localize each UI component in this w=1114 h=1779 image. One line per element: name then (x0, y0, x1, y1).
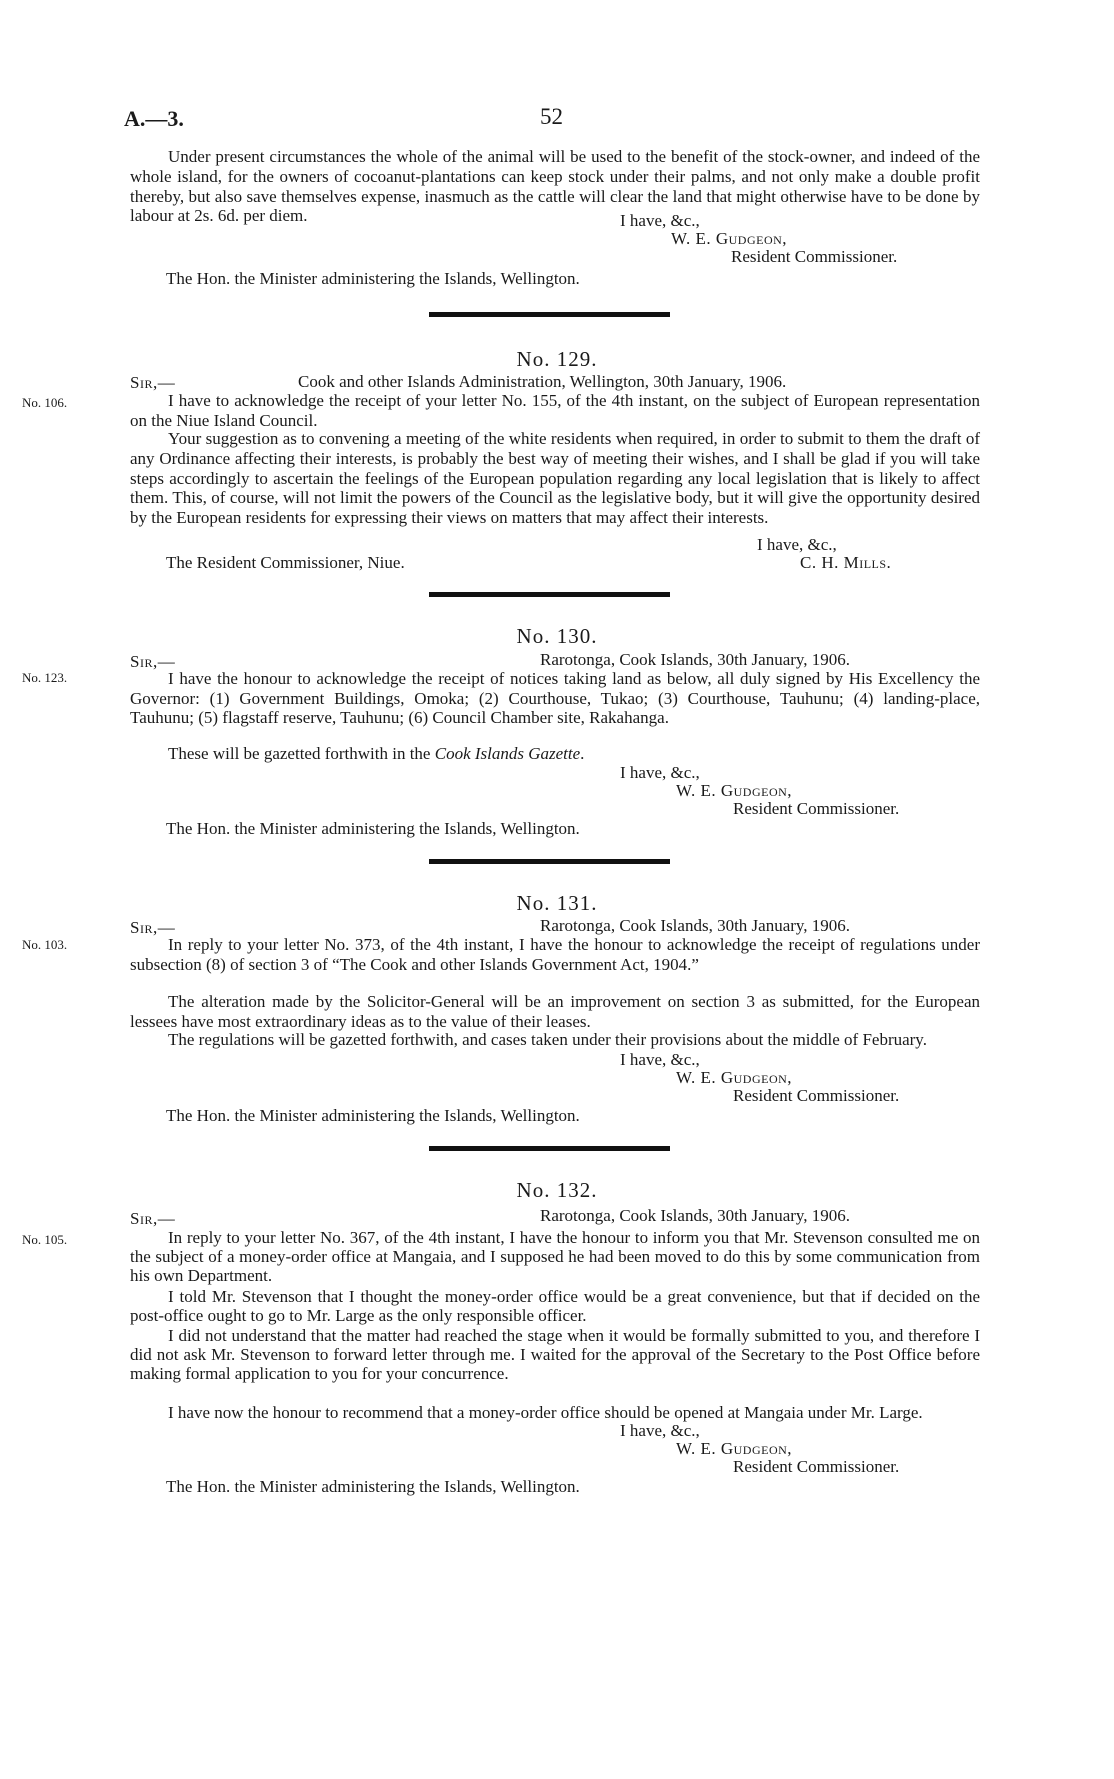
letter-signer: C. H. Mills. (800, 553, 892, 572)
parliamentary-paper-ref: A.—3. (124, 106, 184, 131)
dateline: Rarotonga, Cook Islands, 30th January, 1906. (540, 1206, 851, 1225)
letter-paragraph: In reply to your letter No. 373, of the 4th instant, I have the honour to acknowledge the receipt of regulations under subsection (8) of section 3 of “The Cook and other Islands Government Act, 1904.” (130, 935, 980, 974)
letter-paragraph: I have the honour to acknowledge the receipt of notices taking land as below, all duly signed by His Excellency the Governor: (1) Government Buildings, Omoka; (2) Courthouse, Tukao; (3) Courthouse, Tauhunu; (4) landing-place, Tauhunu; (5) flagstaff reserve, Tauhunu; (6) Council Chamber site, Rakahanga. (130, 669, 980, 727)
letter-close: I have, &c., (620, 1421, 700, 1440)
gazette-title: Cook Islands Gazette (434, 744, 581, 763)
letter-close: I have, &c., (757, 535, 837, 554)
letter-paragraph: I told Mr. Stevenson that I thought the money-order office would be a great convenience, but that if decided on the post-office ought to go to Mr. Large as the only responsible officer. (130, 1287, 980, 1325)
section-divider (429, 1146, 670, 1151)
section-divider (429, 312, 670, 317)
margin-reference: No. 103. (22, 937, 68, 952)
dateline: Cook and other Islands Administration, Wellington, 30th January, 1906. (298, 372, 787, 391)
dateline: Rarotonga, Cook Islands, 30th January, 1906. (540, 650, 851, 669)
letter-paragraph: In reply to your letter No. 367, of the 4th instant, I have the honour to inform you that Mr. Stevenson consulted me on the subject of a money-order office at Mangaia, and I supposed he had been moved to do this by some communication from his own Department. (130, 1228, 980, 1285)
gazette-text: These will be gazetted forthwith in the (168, 744, 431, 763)
letter-signer-title: Resident Commissioner. (733, 1086, 900, 1105)
letter-paragraph: I did not understand that the matter had reached the stage when it would be formally submitted to you, and therefore I did not ask Mr. Stevenson to forward letter through me. I waited for the approval of the Secretary to the Post Office before making formal application to you for your concurrence. (130, 1326, 980, 1383)
margin-reference: No. 105. (22, 1232, 68, 1247)
gazette-note (168, 744, 584, 764)
salutation: Sir,— (130, 373, 176, 392)
salutation: Sir,— (130, 652, 176, 671)
letter-paragraph: The regulations will be gazetted forthwith, and cases taken under their provisions about the middle of February. (168, 1030, 927, 1049)
letter-addressee: The Hon. the Minister administering the Islands, Wellington. (166, 819, 580, 838)
section-divider (429, 592, 670, 597)
letter-signer: W. E. Gudgeon, (676, 1439, 793, 1458)
letter-close: I have, &c., (620, 1050, 700, 1069)
letter-paragraph: I have to acknowledge the receipt of your letter No. 155, of the 4th instant, on the subject of European representation on the Niue Island Council. (130, 391, 980, 430)
intro-signer-title: Resident Commissioner. (731, 247, 898, 266)
letter-signer: W. E. Gudgeon, (676, 1068, 793, 1087)
letter-signer-title: Resident Commissioner. (733, 1457, 900, 1476)
section-divider (429, 859, 670, 864)
letter-addressee: The Hon. the Minister administering the Islands, Wellington. (166, 1477, 580, 1496)
letter-signer: W. E. Gudgeon, (676, 781, 793, 800)
letter-paragraph: I have now the honour to recommend that a money-order office should be opened at Mangaia under Mr. Large. (168, 1403, 923, 1422)
letter-number: No. 129. (516, 347, 598, 371)
letter-signer-title: Resident Commissioner. (733, 799, 900, 818)
letter-paragraph: Your suggestion as to convening a meeting of the white residents when required, in order to submit to them the draft of any Ordinance affecting their interests, is probably the best way of meeting their wishes, and I shall be glad if you will take steps accordingly to ascertain the feelings of the European population regarding any local legislation that is likely to affect them. This, of course, will not limit the powers of the Council as the legislative body, but it will give the opportunity desired by the European residents for expressing their views on matters that may affect their interests. (130, 429, 980, 528)
letter-addressee: The Resident Commissioner, Niue. (166, 553, 405, 572)
letter-number: No. 130. (516, 624, 598, 648)
intro-signer: W. E. Gudgeon, (671, 229, 788, 248)
margin-reference: No. 123. (22, 670, 68, 685)
intro-close: I have, &c., (620, 211, 700, 230)
salutation: Sir,— (130, 1209, 176, 1228)
letter-close: I have, &c., (620, 763, 700, 782)
gazette-end: . (580, 744, 585, 763)
margin-reference: No. 106. (22, 395, 68, 410)
letter-addressee: The Hon. the Minister administering the Islands, Wellington. (166, 1106, 580, 1125)
letter-number: No. 132. (516, 1178, 598, 1202)
page-number: 52 (540, 104, 563, 129)
intro-paragraph: Under present circumstances the whole of the animal will be used to the benefit of the stock-owner, and indeed of the whole island, for the owners of cocoanut-plantations can keep stock under their palms, and not only make a double profit thereby, but also save themselves expense, inasmuch as the cattle will clear the land that might otherwise have to be done by labour at 2s. 6d. per diem. (130, 147, 980, 226)
intro-addressee: The Hon. the Minister administering the Islands, Wellington. (166, 269, 580, 288)
dateline: Rarotonga, Cook Islands, 30th January, 1906. (540, 916, 851, 935)
letter-number: No. 131. (516, 891, 598, 915)
salutation: Sir,— (130, 918, 176, 937)
letter-paragraph: The alteration made by the Solicitor-General will be an improvement on section 3 as submitted, for the European lessees have most extraordinary ideas as to the value of their leases. (130, 992, 980, 1031)
